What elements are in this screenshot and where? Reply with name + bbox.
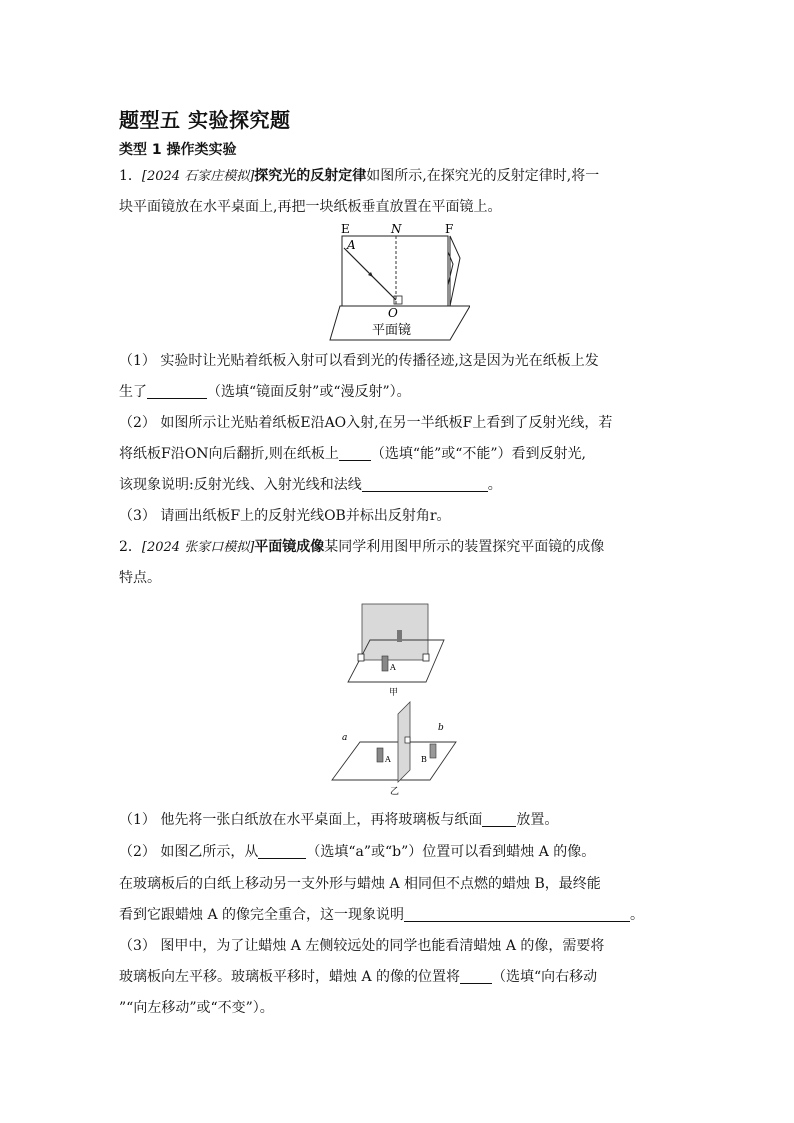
q2-part2-options: （选填“a”或“b”）位置可以看到蜡烛 A 的像。 xyxy=(306,844,596,860)
q1-blank-2[interactable] xyxy=(339,446,371,461)
clip-yi xyxy=(405,737,410,743)
q2-source: [2024 张家口模拟] xyxy=(141,540,255,555)
q1-figure-mirror xyxy=(320,220,470,342)
candle-image xyxy=(397,630,402,642)
q1-part1-line-a: （1） 实验时让光贴着纸板入射可以看到光的传播径迹,这是因为光在纸板上发 xyxy=(119,353,599,369)
q2-part3-text: 玻璃板向左平移。玻璃板平移时，蜡烛 A 的像的位置将 xyxy=(119,969,461,985)
q2-part2-line-a xyxy=(119,842,595,862)
q1-blank-3[interactable] xyxy=(362,477,488,492)
label-a-yi: A xyxy=(385,755,391,764)
q1-part2-line-b xyxy=(119,444,586,464)
section-title: 题型五 实验探究题 xyxy=(119,108,291,132)
q1-part2-text: 将纸板F沿ON向后翻折,则在纸板上 xyxy=(119,446,339,462)
q2-part2-line-b: 在玻璃板后的白纸上移动另一支外形与蜡烛 A 相同但不点燃的蜡烛 B，最终能 xyxy=(119,876,601,892)
q1-blank-1[interactable] xyxy=(147,384,207,399)
q2-text: 某同学利用图甲所示的装置探究平面镜的成像 xyxy=(324,539,605,555)
q2-figure-yi xyxy=(330,700,460,796)
caption-yi: 乙 xyxy=(390,787,400,796)
q1-line-2: 块平面镜放在水平桌面上,再把一块纸板垂直放置在平面镜上。 xyxy=(119,199,502,215)
q2-line-2: 特点。 xyxy=(119,570,161,586)
q2-part3-line-b xyxy=(119,967,597,987)
q1-part1-text: 生了 xyxy=(119,384,147,400)
label-position-a: a xyxy=(342,733,348,743)
q2-part3-line-c: ”“向左移动”或“不变”）。 xyxy=(119,1000,274,1016)
q1-part1-options: （选填“镜面反射”或“漫反射”）。 xyxy=(207,384,411,400)
q2-line-1 xyxy=(119,537,604,558)
clip-left xyxy=(358,654,364,661)
q1-topic: 探究光的反射定律 xyxy=(254,168,367,184)
q1-part3: （3） 请画出纸板F上的反射光线OB并标出反射角r。 xyxy=(119,508,451,524)
label-b-yi: B xyxy=(421,755,427,764)
q2-figure-jia xyxy=(340,600,450,698)
label-n: N xyxy=(391,222,402,236)
label-mirror: 平面镜 xyxy=(372,323,412,338)
label-e: E xyxy=(341,222,350,236)
q2-part1-end: 放置。 xyxy=(516,812,559,828)
q2-part1-text: （1） 他先将一张白纸放在水平桌面上，再将玻璃板与纸面 xyxy=(119,812,483,828)
q2-part3-options: （选填“向右移动 xyxy=(492,969,598,985)
glass-plate xyxy=(362,604,428,660)
q2-part2-end: 。 xyxy=(630,907,645,923)
q2-blank-4[interactable] xyxy=(460,969,492,984)
q1-part2-conclusion: 该现象说明:反射光线、入射光线和法线 xyxy=(119,477,362,493)
candle-b xyxy=(430,744,436,758)
q1-part2-end: 。 xyxy=(487,477,502,493)
clip-right xyxy=(423,654,429,661)
q2-part2-line-c xyxy=(119,905,644,925)
q2-number: 2． xyxy=(119,539,142,555)
paper-board xyxy=(342,236,448,306)
q2-part1 xyxy=(119,810,558,830)
q2-part2-conclusion: 看到它跟蜡烛 A 的像完全重合，这一现象说明 xyxy=(119,907,405,923)
q2-blank-3[interactable] xyxy=(404,907,630,922)
q2-blank-1[interactable] xyxy=(482,812,516,827)
label-candle-a: A xyxy=(390,663,396,672)
candle-a xyxy=(382,656,388,671)
q1-number: 1． xyxy=(119,168,142,184)
q2-part3-line-a: （3） 图甲中，为了让蜡烛 A 左侧较远处的同学也能看清蜡烛 A 的像，需要将 xyxy=(119,938,605,954)
q1-part2-options: （选填“能”或“不能”）看到反射光, xyxy=(370,446,586,462)
label-position-b: b xyxy=(438,723,444,733)
caption-jia: 甲 xyxy=(389,688,399,698)
q1-source: [2024 石家庄模拟] xyxy=(141,169,255,184)
q2-blank-2[interactable] xyxy=(258,844,306,859)
q1-part2-line-c xyxy=(119,475,502,495)
label-a: A xyxy=(347,238,356,252)
q1-part1-line-b xyxy=(119,382,411,402)
candle-a-yi xyxy=(377,748,383,762)
q2-part2-text: （2） 如图乙所示，从 xyxy=(119,844,259,860)
label-f: F xyxy=(445,222,454,236)
section-subtitle: 类型 1 操作类实验 xyxy=(119,142,237,158)
q1-text: 如图所示,在探究光的反射定律时,将一 xyxy=(366,168,600,184)
label-o: O xyxy=(388,306,398,320)
paper-sheet-yi xyxy=(332,742,456,780)
q2-topic: 平面镜成像 xyxy=(254,539,325,555)
q1-part2-line-a: （2） 如图所示让光贴着纸板E沿AO入射,在另一半纸板F上看到了反射光线，若 xyxy=(119,415,613,431)
q1-line-1 xyxy=(119,166,599,187)
